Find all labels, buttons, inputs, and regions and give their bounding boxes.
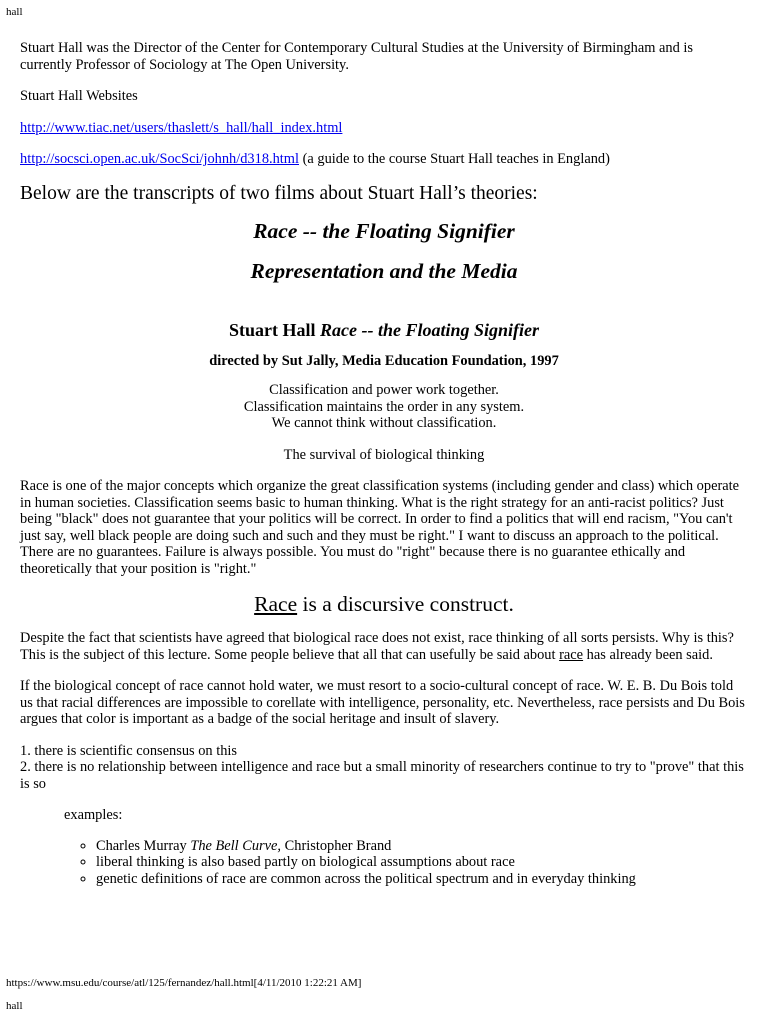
list-item: ◦ genetic definitions of race are common across the political spectrum and in everyday thinking [96,871,748,888]
bell-curve-title: The Bell Curve, [190,837,282,854]
discursive-word: Race [254,592,298,616]
link2-paragraph [20,151,748,168]
bullet1-text-b: Christopher Brand [281,837,392,854]
course-guide-link[interactable]: http://socsci.open.ac.uk/SocSci/johnh/d318.html [20,151,299,167]
despite-text-a: Despite the fact that scientists have agreed that biological race does not exist, race thinking of all sorts persists. Why is this? This is the subject of this lecture. Some people believe that all that can usefully be said about [20,630,734,663]
film-title-representation: Representation and the Media [250,258,518,283]
websites-label: Stuart Hall Websites [20,88,138,104]
discursive-rest: is a discursive construct. [297,592,514,616]
discursive-heading [20,592,748,616]
section-title-italic: Race -- the Floating Signifier [320,319,540,340]
list-item [96,838,748,855]
du-bois-paragraph: If the biological concept of race cannot hold water, we must resort to a socio-cultural concept of race. W. E. B. Du Bois told us that racial differences are impossible to corellate with intelligence, personality, etc. Nevertheless, race persists and Du Bois argues that color is important as a badge of the social heritage and insult of slavery. [20,678,745,727]
footer-title: hall [6,1000,23,1012]
film-title-race: Race -- the Floating Signifier [253,218,515,243]
survival-subheading: The survival of biological thinking [283,446,485,463]
section-title [20,319,748,341]
document-body [20,40,748,887]
bio-paragraph: Stuart Hall was the Director of the Center for Contemporary Cultural Studies at the University of Birmingham and is currently Professor of Sociology at The Open University. [20,40,694,73]
transcripts-heading: Below are the transcripts of two films about Stuart Hall’s theories: [20,182,538,204]
link1-paragraph [20,120,748,137]
race-underlined-word: race [559,646,584,663]
centered-line: We cannot think without classification. [271,415,497,431]
centered-line: Classification and power work together. [269,382,499,398]
race-paragraph: Race is one of the major concepts which organize the great classification systems (including gender and class) which operate in human societies. Classification seems basic to human thinking. What is the right strategy for an anti-racist politics? Just being "black" does not guarantee that your politics will be correct. In order to find a politics that will end racism, "You can't just say, well black people are doing such and such and they must be right." I want to discuss an approach to the political. There are no guarantees. Failure is always possible. You must do "right" because there is no guarantee ethically and theoretically that your position is "right." [20,478,740,577]
classification-lines [20,382,748,432]
page-header-title: hall [6,6,23,18]
bullet1-text-a: Charles Murray [96,837,191,854]
list-item: ◦ liberal thinking is also based partly on biological assumptions about race [96,854,748,871]
point-2: 2. there is no relationship between intelligence and race but a small minority of researchers continue to try to "prove" that this is so [20,759,744,792]
hall-index-link[interactable]: http://www.tiac.net/users/thaslett/s_hall/hall_index.html [20,119,343,136]
point-1: 1. there is scientific consensus on this [20,742,238,759]
despite-paragraph [20,630,748,663]
examples-list [20,838,748,888]
despite-text-b: has already been said. [583,646,713,663]
section-title-plain: Stuart Hall [228,319,320,340]
examples-label: examples: [64,807,123,823]
footer-url: https://www.msu.edu/course/atl/125/fernandez/hall.html[4/11/2010 1:22:21 AM] [6,977,362,989]
centered-line: Classification maintains the order in any system. [243,398,525,415]
course-guide-note: (a guide to the course Stuart Hall teaches in England) [299,151,610,167]
byline: directed by Sut Jally, Media Education Foundation, 1997 [209,352,559,369]
